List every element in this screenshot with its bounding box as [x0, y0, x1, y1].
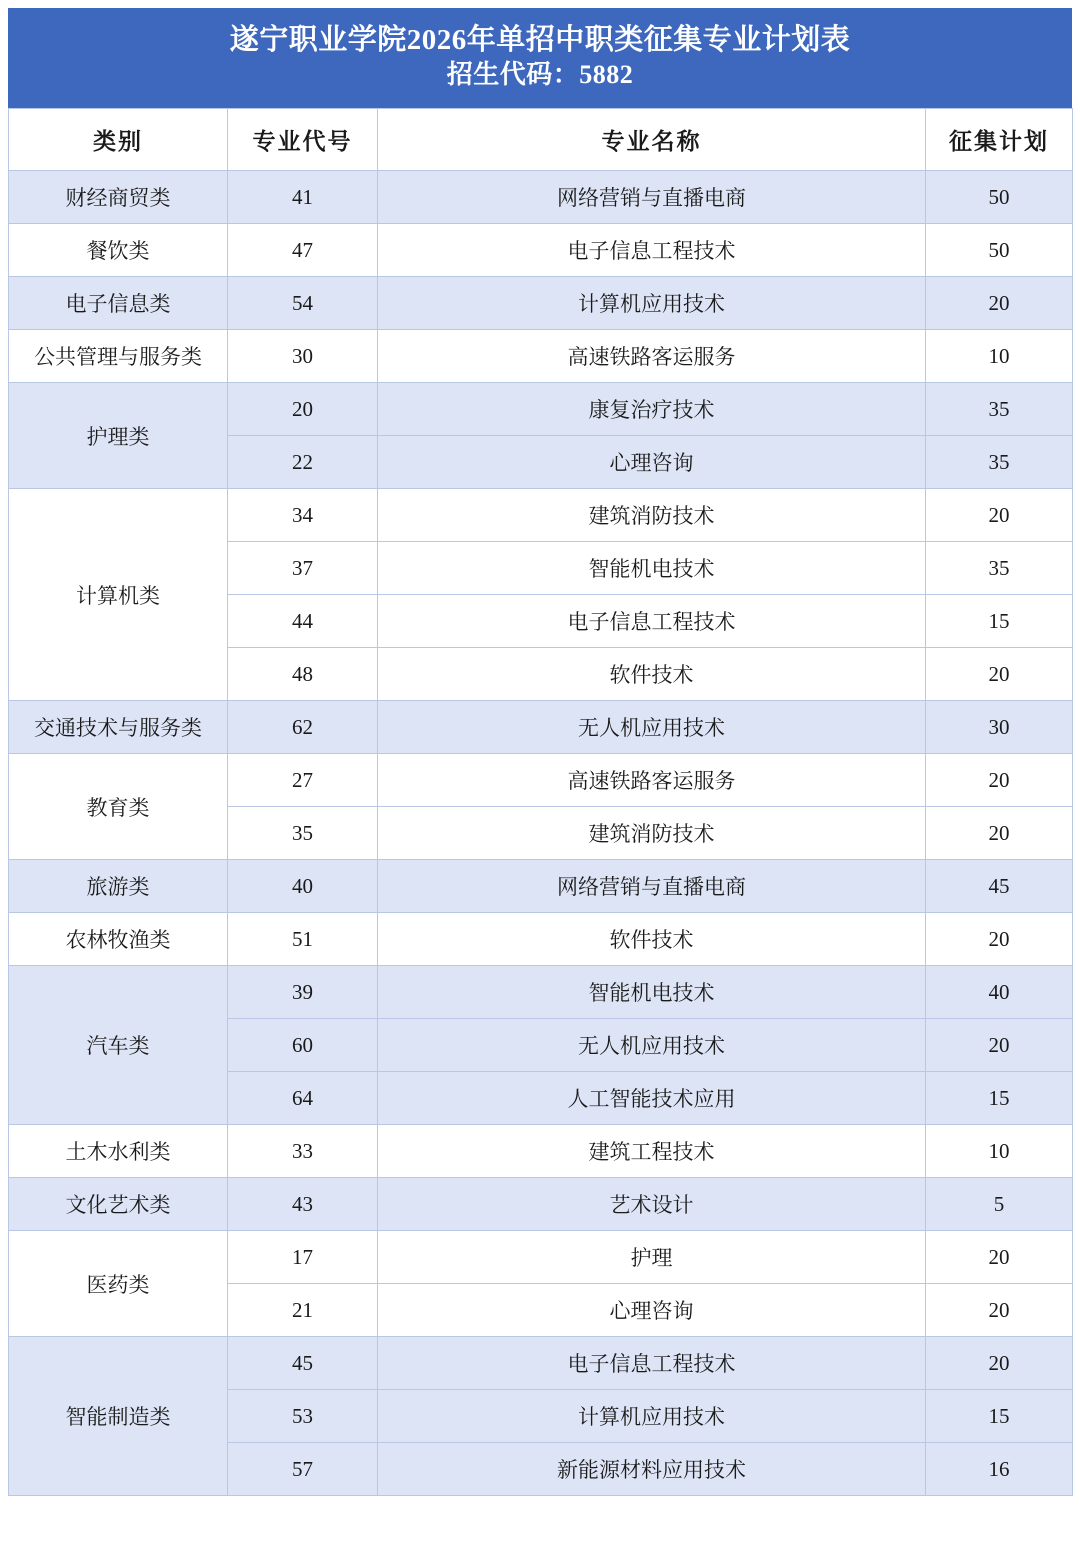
cell-plan-count: 15	[926, 1390, 1073, 1443]
cell-major-code: 21	[228, 1284, 378, 1337]
cell-major-code: 60	[228, 1019, 378, 1072]
table-row	[9, 330, 1073, 383]
cell-category: 公共管理与服务类	[9, 330, 228, 383]
cell-category: 计算机类	[9, 489, 228, 701]
column-header-plan-count: 征集计划	[926, 109, 1073, 171]
cell-category: 交通技术与服务类	[9, 701, 228, 754]
cell-major-name: 电子信息工程技术	[378, 224, 926, 277]
major-plan-table	[8, 108, 1073, 1496]
cell-category: 财经商贸类	[9, 171, 228, 224]
cell-major-name: 高速铁路客运服务	[378, 330, 926, 383]
cell-plan-count: 10	[926, 1125, 1073, 1178]
cell-category: 汽车类	[9, 966, 228, 1125]
cell-plan-count: 20	[926, 1337, 1073, 1390]
table-row	[9, 383, 1073, 436]
cell-plan-count: 20	[926, 807, 1073, 860]
cell-plan-count: 20	[926, 1284, 1073, 1337]
title-admission-code: 招生代码：5882	[446, 60, 634, 90]
cell-major-code: 30	[228, 330, 378, 383]
cell-category: 智能制造类	[9, 1337, 228, 1496]
cell-plan-count: 16	[926, 1443, 1073, 1496]
cell-major-name: 建筑工程技术	[378, 1125, 926, 1178]
cell-category: 医药类	[9, 1231, 228, 1337]
cell-major-name: 建筑消防技术	[378, 489, 926, 542]
table-row	[9, 1178, 1073, 1231]
cell-category: 餐饮类	[9, 224, 228, 277]
cell-plan-count: 20	[926, 277, 1073, 330]
cell-major-name: 智能机电技术	[378, 542, 926, 595]
title-main: 遂宁职业学院2026年单招中职类征集专业计划表	[229, 24, 851, 56]
cell-plan-count: 40	[926, 966, 1073, 1019]
table-header-row	[9, 109, 1073, 171]
cell-major-code: 27	[228, 754, 378, 807]
cell-major-name: 电子信息工程技术	[378, 595, 926, 648]
cell-plan-count: 20	[926, 1231, 1073, 1284]
cell-major-name: 新能源材料应用技术	[378, 1443, 926, 1496]
cell-category: 电子信息类	[9, 277, 228, 330]
cell-major-name: 软件技术	[378, 913, 926, 966]
cell-category: 文化艺术类	[9, 1178, 228, 1231]
cell-major-name: 艺术设计	[378, 1178, 926, 1231]
cell-plan-count: 50	[926, 171, 1073, 224]
cell-major-code: 35	[228, 807, 378, 860]
cell-plan-count: 5	[926, 1178, 1073, 1231]
cell-major-name: 网络营销与直播电商	[378, 860, 926, 913]
cell-major-code: 44	[228, 595, 378, 648]
cell-major-code: 54	[228, 277, 378, 330]
cell-major-code: 37	[228, 542, 378, 595]
table-row	[9, 701, 1073, 754]
cell-category: 土木水利类	[9, 1125, 228, 1178]
cell-major-name: 无人机应用技术	[378, 1019, 926, 1072]
cell-category: 旅游类	[9, 860, 228, 913]
cell-category: 护理类	[9, 383, 228, 489]
cell-plan-count: 35	[926, 436, 1073, 489]
cell-plan-count: 15	[926, 595, 1073, 648]
table-row	[9, 913, 1073, 966]
cell-major-code: 39	[228, 966, 378, 1019]
cell-major-name: 心理咨询	[378, 1284, 926, 1337]
cell-major-code: 47	[228, 224, 378, 277]
cell-plan-count: 45	[926, 860, 1073, 913]
cell-plan-count: 20	[926, 489, 1073, 542]
cell-major-code: 48	[228, 648, 378, 701]
cell-major-name: 计算机应用技术	[378, 1390, 926, 1443]
cell-major-name: 网络营销与直播电商	[378, 171, 926, 224]
cell-plan-count: 20	[926, 913, 1073, 966]
cell-major-name: 康复治疗技术	[378, 383, 926, 436]
column-header-category: 类别	[9, 109, 228, 171]
table-row	[9, 171, 1073, 224]
cell-major-name: 护理	[378, 1231, 926, 1284]
table-row	[9, 1337, 1073, 1390]
table-row	[9, 1231, 1073, 1284]
cell-plan-count: 20	[926, 648, 1073, 701]
cell-plan-count: 10	[926, 330, 1073, 383]
cell-plan-count: 35	[926, 542, 1073, 595]
cell-major-name: 心理咨询	[378, 436, 926, 489]
cell-category: 教育类	[9, 754, 228, 860]
cell-major-code: 51	[228, 913, 378, 966]
cell-major-code: 20	[228, 383, 378, 436]
cell-plan-count: 20	[926, 754, 1073, 807]
column-header-major-name: 专业名称	[378, 109, 926, 171]
cell-major-code: 17	[228, 1231, 378, 1284]
cell-category: 农林牧渔类	[9, 913, 228, 966]
cell-major-name: 智能机电技术	[378, 966, 926, 1019]
table-row	[9, 277, 1073, 330]
table-row	[9, 489, 1073, 542]
table-row	[9, 224, 1073, 277]
table-row	[9, 860, 1073, 913]
cell-major-name: 建筑消防技术	[378, 807, 926, 860]
cell-plan-count: 30	[926, 701, 1073, 754]
cell-major-code: 41	[228, 171, 378, 224]
cell-plan-count: 15	[926, 1072, 1073, 1125]
table-row	[9, 966, 1073, 1019]
cell-major-name: 无人机应用技术	[378, 701, 926, 754]
cell-major-code: 53	[228, 1390, 378, 1443]
cell-major-name: 软件技术	[378, 648, 926, 701]
column-header-major-code: 专业代号	[228, 109, 378, 171]
cell-major-code: 64	[228, 1072, 378, 1125]
table-body	[9, 171, 1073, 1496]
table-row	[9, 1125, 1073, 1178]
cell-major-name: 电子信息工程技术	[378, 1337, 926, 1390]
cell-plan-count: 50	[926, 224, 1073, 277]
cell-major-code: 40	[228, 860, 378, 913]
page-title	[8, 8, 1072, 108]
cell-major-name: 高速铁路客运服务	[378, 754, 926, 807]
cell-major-code: 57	[228, 1443, 378, 1496]
table-row	[9, 754, 1073, 807]
cell-major-name: 人工智能技术应用	[378, 1072, 926, 1125]
cell-major-name: 计算机应用技术	[378, 277, 926, 330]
cell-plan-count: 35	[926, 383, 1073, 436]
cell-major-code: 45	[228, 1337, 378, 1390]
cell-major-code: 33	[228, 1125, 378, 1178]
cell-major-code: 62	[228, 701, 378, 754]
cell-major-code: 34	[228, 489, 378, 542]
cell-plan-count: 20	[926, 1019, 1073, 1072]
cell-major-code: 43	[228, 1178, 378, 1231]
cell-major-code: 22	[228, 436, 378, 489]
